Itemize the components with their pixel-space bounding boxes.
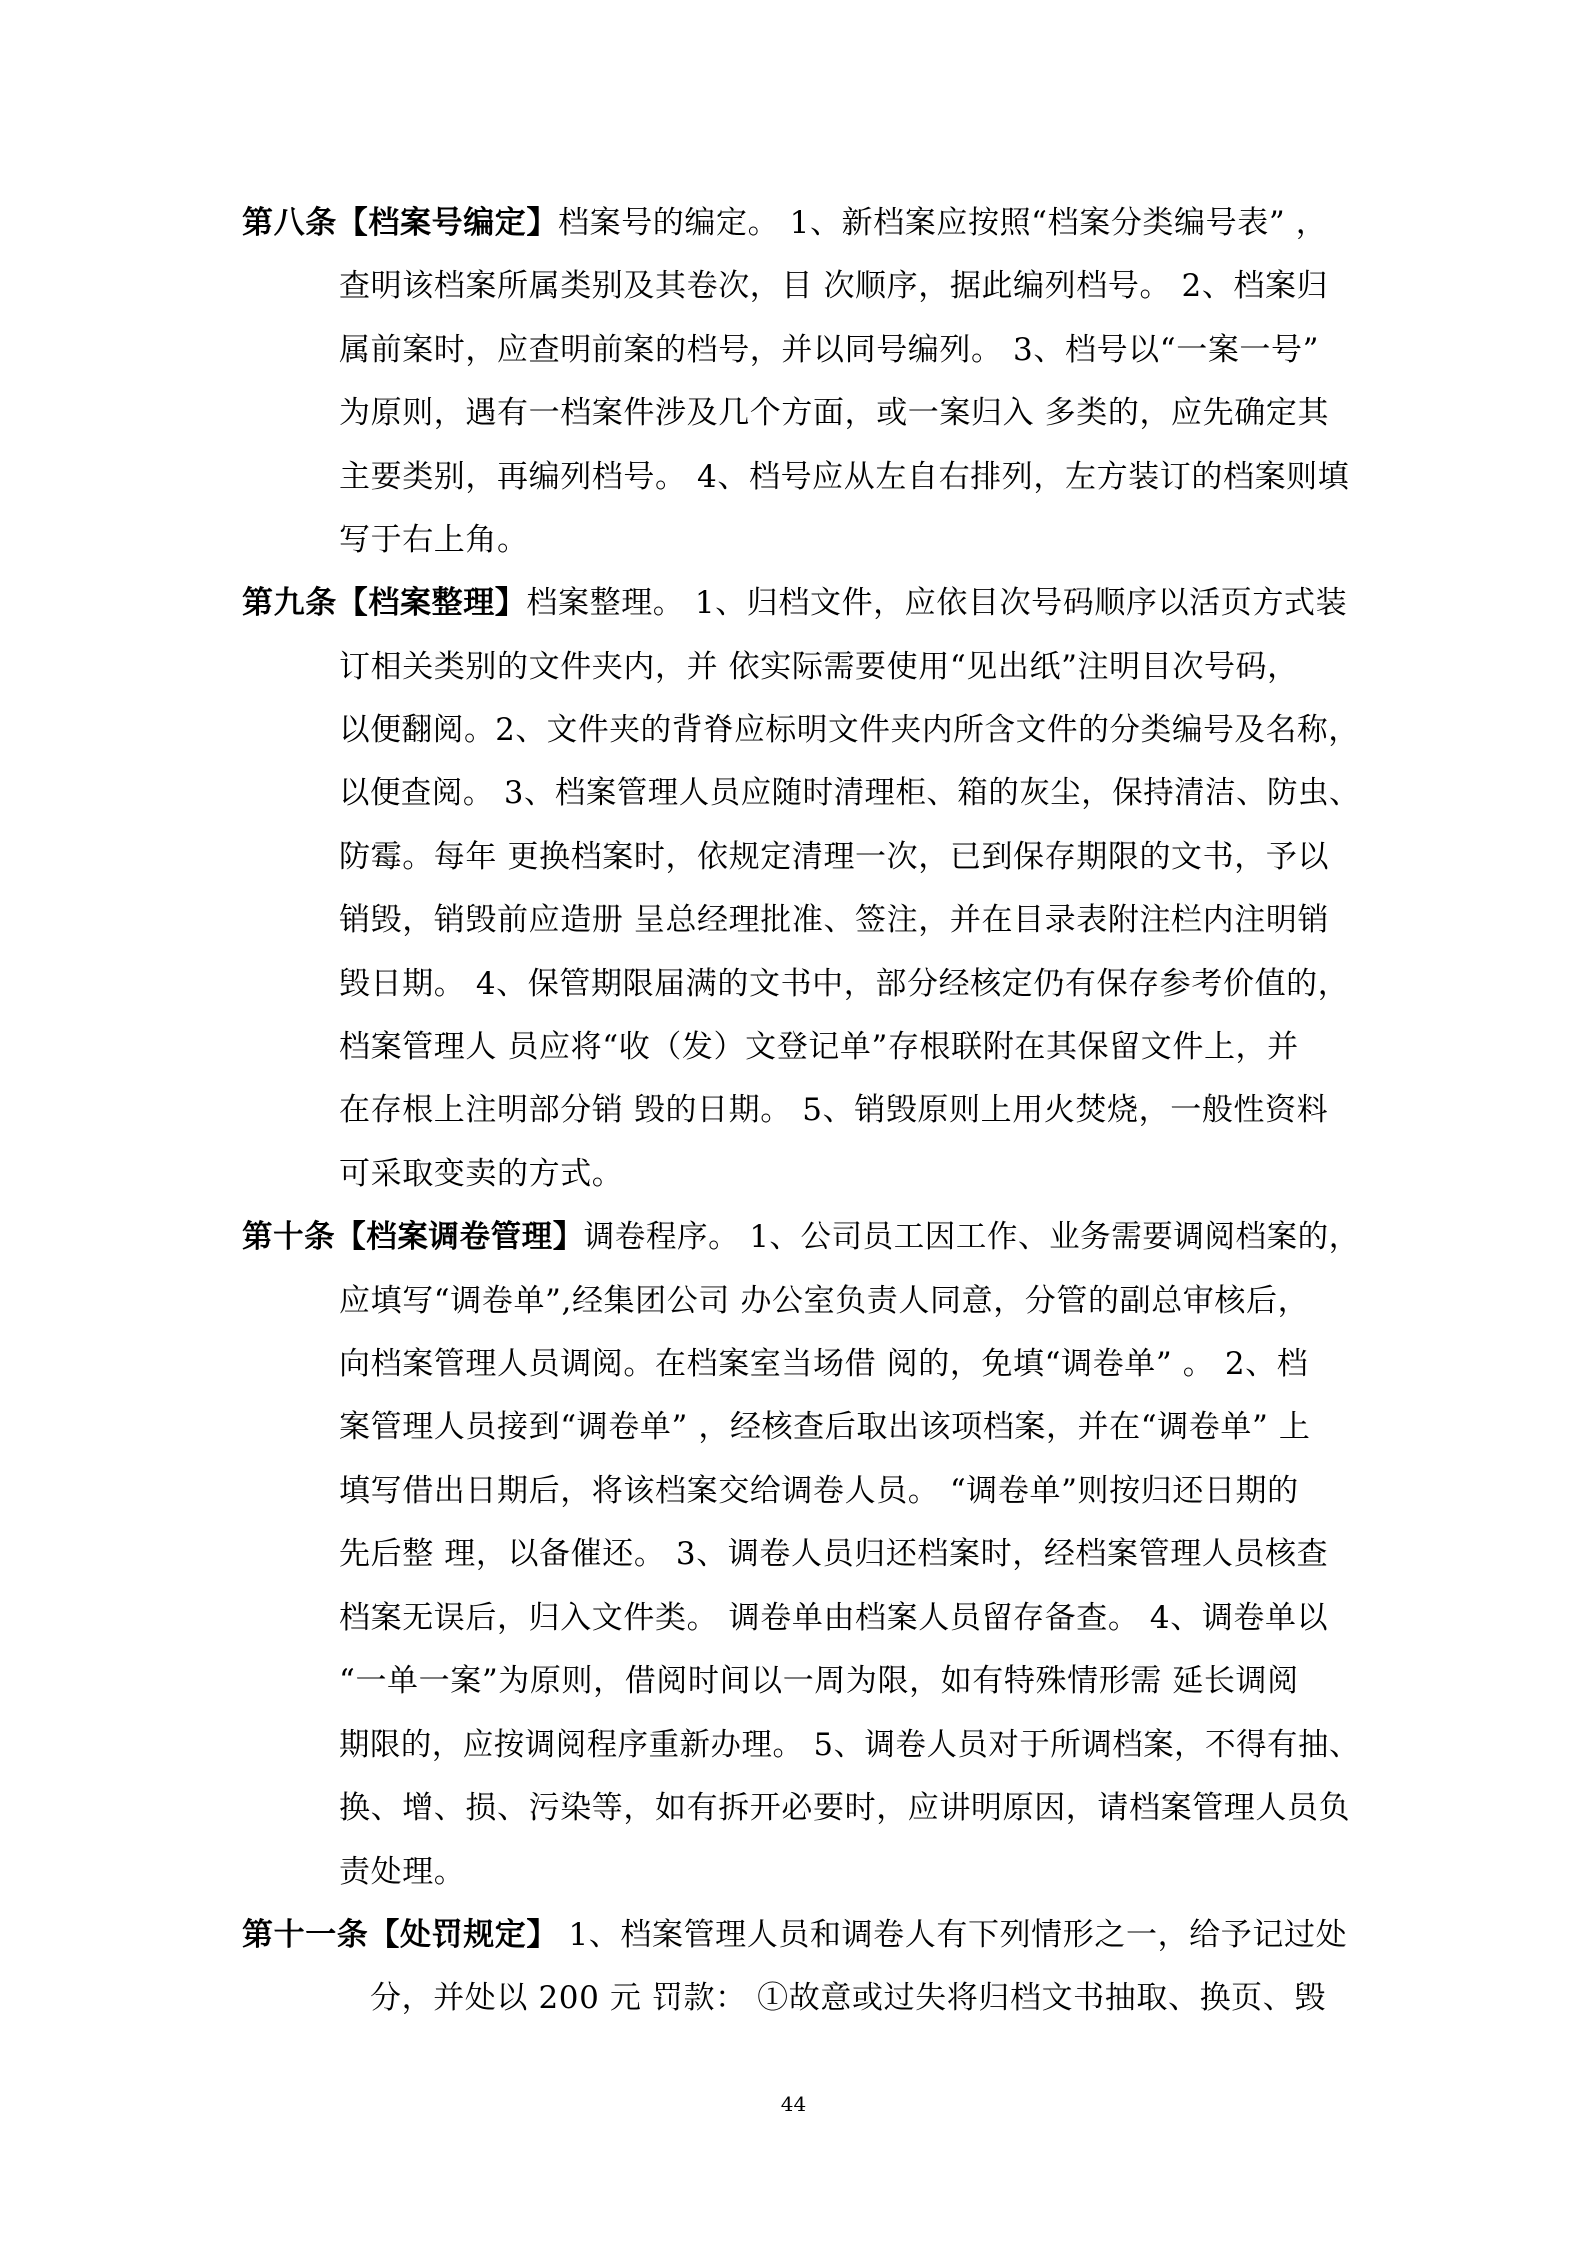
- article-10-line-3: 向档案管理人员调阅。在档案室当场借 阅的，免填“调卷单” 。 2、档: [339, 1346, 1309, 1382]
- article-8-line-1: [242, 203, 1327, 243]
- article-11-line-1: [242, 1915, 1347, 1955]
- article-9-line-1: [242, 583, 1347, 623]
- article-8-line-6: 写于右上角。: [339, 522, 529, 558]
- article-9-line-8: 档案管理人 员应将“收（发）文登记单”存根联附在其保留文件上，并: [339, 1029, 1299, 1065]
- article-9-line-5: 防霉。每年 更换档案时，依规定清理一次，已到保存期限的文书，予以: [339, 839, 1330, 875]
- article-8-line-4: 为原则，遇有一档案件涉及几个方面，或一案归入 多类的，应先确定其: [339, 395, 1330, 431]
- article-9-line-2: 订相关类别的文件夹内，并 依实际需要使用“见出纸”注明目次号码，: [339, 649, 1299, 685]
- article-10-line-7: 档案无误后，归入文件类。 调卷单由档案人员留存备查。 4、调卷单以: [339, 1600, 1329, 1636]
- article-9-text: 档案整理。 1、归档文件，应依目次号码顺序以活页方式装: [526, 585, 1348, 621]
- article-11-text: 1、档案管理人员和调卷人有下列情形之一，给予记过处: [558, 1917, 1348, 1953]
- article-10-line-9: 期限的，应按调阅程序重新办理。 5、调卷人员对于所调档案，不得有抽、: [339, 1727, 1360, 1763]
- article-8-heading: 第八条【档案号编定】: [242, 205, 558, 241]
- article-9-line-4: 以便查阅。 3、档案管理人员应随时清理柜、箱的灰尘，保持清洁、防虫、: [339, 775, 1360, 811]
- article-10-line-1: [242, 1217, 1360, 1257]
- article-9-line-10: 可采取变卖的方式。: [339, 1156, 624, 1192]
- article-8-line-3: 属前案时，应查明前案的档号，并以同号编列。 3、档号以“一案一号”: [339, 332, 1320, 368]
- article-10-line-11: 责处理。: [339, 1854, 466, 1890]
- article-10-text: 调卷程序。 1、公司员工因工作、业务需要调阅档案的，: [583, 1219, 1360, 1255]
- article-8-text: 档案号的编定。 1、新档案应按照“档案分类编号表” ，: [558, 205, 1328, 241]
- article-11-heading: 第十一条【处罚规定】: [242, 1917, 558, 1953]
- article-9-heading: 第九条【档案整理】: [242, 585, 527, 621]
- article-10-line-10: 换、增、损、污染等，如有拆开必要时，应讲明原因，请档案管理人员负: [339, 1790, 1351, 1826]
- article-8-line-5: 主要类别，再编列档号。 4、档号应从左自右排列，左方装订的档案则填: [339, 459, 1350, 495]
- article-9-line-3: 以便翻阅。2、文件夹的背脊应标明文件夹内所含文件的分类编号及名称，: [339, 712, 1360, 748]
- article-10-line-2: 应填写“调卷单”,经集团公司 办公室负责人同意，分管的副总审核后，: [339, 1283, 1310, 1319]
- article-10-line-5: 填写借出日期后，将该档案交给调卷人员。 “调卷单”则按归还日期的: [339, 1473, 1299, 1509]
- article-10-line-6: 先后整 理，以备催还。 3、调卷人员归还档案时，经档案管理人员核查: [339, 1536, 1329, 1572]
- article-9-line-6: 销毁，销毁前应造册 呈总经理批准、签注，并在目录表附注栏内注明销: [339, 902, 1330, 938]
- article-10-heading: 第十条【档案调卷管理】: [242, 1219, 584, 1255]
- article-10-line-4: 案管理人员接到“调卷单” ，经核查后取出该项档案，并在“调卷单” 上: [339, 1409, 1311, 1445]
- article-11-line-2: 分，并处以 200 元 罚款： ①故意或过失将归档文书抽取、换页、毁: [370, 1980, 1326, 2016]
- page-number: 44: [780, 2092, 807, 2116]
- article-8-line-2: 查明该档案所属类别及其卷次，目 次顺序，据此编列档号。 2、档案归: [339, 268, 1329, 304]
- article-9-line-7: 毁日期。 4、保管期限届满的文书中，部分经核定仍有保存参考价值的，: [339, 966, 1350, 1002]
- article-10-line-8: “一单一案”为原则，借阅时间以一周为限，如有特殊情形需 延长调阅: [339, 1663, 1299, 1699]
- article-9-line-9: 在存根上注明部分销 毁的日期。 5、销毁原则上用火焚烧，一般性资料: [339, 1092, 1329, 1128]
